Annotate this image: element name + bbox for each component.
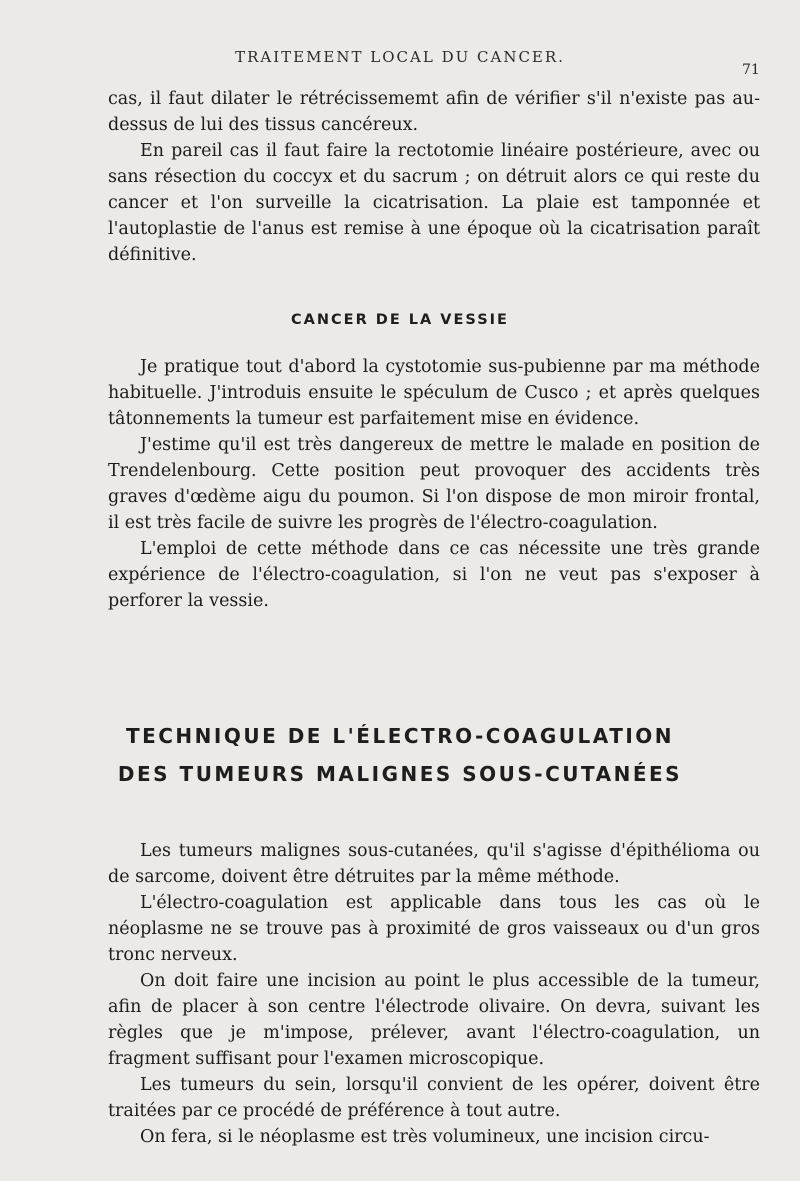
paragraph: L'électro-coagulation est applicable dans tous les cas où le néoplasme ne se trouve pas à proximité de gros vaisseaux ou d'un gros tronc nerveux. bbox=[108, 893, 760, 965]
rectal-cancer-continuation bbox=[108, 86, 760, 268]
bladder-cancer-section bbox=[108, 354, 760, 614]
paragraph: En pareil cas il faut faire la rectotomie linéaire postérieure, avec ou sans résection du coccyx et du sacrum ; on détruit alors ce qui reste du cancer et l'on surveille la cicatrisation. La plaie est tamponnée et l'autoplastie de l'anus est remise à une époque où la cicatrisation paraît définitive. bbox=[108, 141, 760, 265]
paragraph: L'emploi de cette méthode dans ce cas nécessite une très grande expérience de l'électro-coagulation, si l'on ne veut pas s'exposer à perforer la vessie. bbox=[108, 539, 760, 611]
chapter-title-line2: DES TUMEURS MALIGNES SOUS-CUTANÉES bbox=[117, 762, 683, 786]
chapter-title-line1: TECHNIQUE DE L'ÉLECTRO-COAGULATION bbox=[125, 724, 675, 748]
paragraph: cas, il faut dilater le rétrécissememt afin de vérifier s'il n'existe pas au-dessus de lui des tissus cancéreux. bbox=[108, 89, 760, 135]
paragraph: Les tumeurs du sein, lorsqu'il convient de les opérer, doivent être traitées par ce procédé de préférence à tout autre. bbox=[108, 1075, 760, 1121]
paragraph: Je pratique tout d'abord la cystotomie sus-pubienne par ma méthode habituelle. J'introduis ensuite le spéculum de Cusco ; et après quelques tâtonnements la tumeur est parfaitement mise en évidence. bbox=[108, 357, 760, 429]
section-heading-bladder: CANCER DE LA VESSIE bbox=[291, 312, 509, 328]
running-head: TRAITEMENT LOCAL DU CANCER. bbox=[235, 48, 565, 66]
subcutaneous-tumors-section bbox=[108, 838, 760, 1150]
paragraph: Les tumeurs malignes sous-cutanées, qu'il s'agisse d'épithélioma ou de sarcome, doivent être détruites par la même méthode. bbox=[108, 841, 760, 887]
paragraph: J'estime qu'il est très dangereux de mettre le malade en position de Trendelenbourg. Cette position peut provoquer des accidents très graves d'œdème aigu du poumon. Si l'on dispose de mon miroir frontal, il est très facile de suivre les progrès de l'électro-coagulation. bbox=[108, 435, 760, 533]
paragraph: On fera, si le néoplasme est très volumineux, une incision circu- bbox=[140, 1127, 710, 1147]
page-number: 71 bbox=[742, 62, 760, 78]
paragraph: On doit faire une incision au point le plus accessible de la tumeur, afin de placer à son centre l'électrode olivaire. On devra, suivant les règles que je m'impose, prélever, avant l'électro-coagulation, un fragment suffisant pour l'examen microscopique. bbox=[108, 971, 760, 1069]
